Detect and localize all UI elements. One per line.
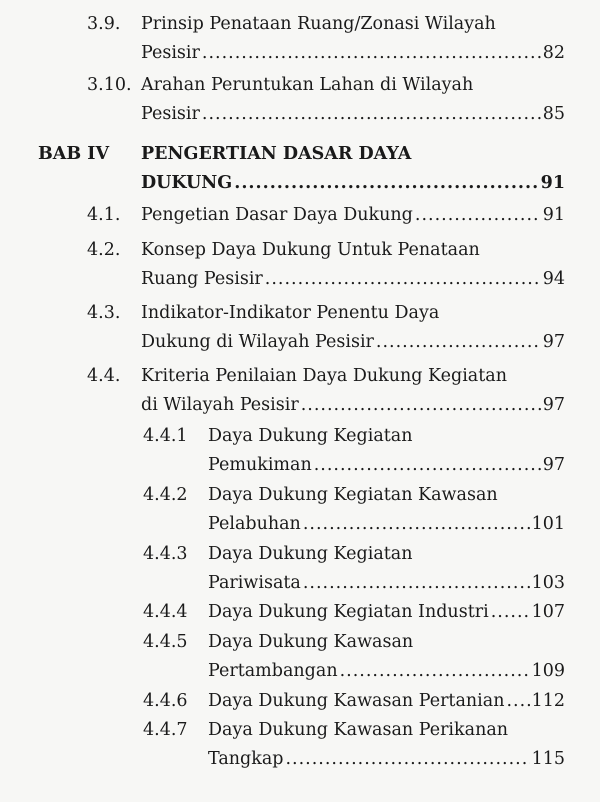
toc-leader-line (141, 328, 565, 357)
toc-number: 4.4.4 (143, 602, 188, 622)
toc-page-number: 107 (531, 602, 565, 622)
dot-leader (415, 201, 541, 230)
toc-leader-line (208, 598, 565, 627)
toc-number: 4.4.1 (143, 426, 188, 446)
toc-title-line1: Arahan Peruntukan Lahan di Wilayah (141, 75, 474, 95)
toc-page-number: 91 (540, 173, 565, 193)
toc-leader-line (141, 391, 565, 420)
dot-leader (491, 598, 530, 627)
toc-page-number: 97 (542, 332, 565, 352)
toc-page-number: 115 (531, 749, 565, 769)
dot-leader (303, 510, 530, 539)
toc-title-line1: Konsep Daya Dukung Untuk Penataan (141, 240, 480, 260)
toc-page-number: 109 (531, 661, 565, 681)
toc-leader-line (208, 569, 565, 598)
toc-leader-line (141, 169, 565, 198)
toc-entry-4-3[interactable] (0, 299, 600, 359)
toc-number: 4.4.6 (143, 691, 188, 711)
toc-title-line1: Daya Dukung Kawasan (208, 632, 414, 652)
toc-title: Daya Dukung Kawasan Pertanian (208, 691, 505, 711)
dot-leader (202, 39, 541, 68)
toc-entry-4-4-7[interactable] (0, 716, 600, 776)
toc-number: 4.4.3 (143, 544, 188, 564)
toc-title-line2: Pariwisata (208, 573, 301, 593)
chapter-title-line2: DUKUNG (141, 173, 233, 193)
toc-title-line1: Indikator-Indikator Penentu Daya (141, 303, 440, 323)
toc-number: 3.10. (87, 75, 132, 95)
toc-title-line1: Daya Dukung Kegiatan Kawasan (208, 485, 498, 505)
toc-title-line2: Ruang Pesisir (141, 269, 263, 289)
toc-leader-line (208, 687, 565, 716)
toc-title: Daya Dukung Kegiatan Industri (208, 602, 489, 622)
dot-leader (506, 687, 529, 716)
toc-number: 4.4. (87, 366, 121, 386)
dot-leader (265, 265, 541, 294)
toc-number: 4.2. (87, 240, 121, 260)
toc-leader-line (141, 265, 565, 294)
toc-leader-line (208, 510, 565, 539)
toc-page-number: 85 (542, 104, 565, 124)
dot-leader (376, 328, 541, 357)
toc-entry-4-4-2[interactable] (0, 481, 600, 541)
toc-title-line2: di Wilayah Pesisir (141, 395, 299, 415)
toc-entry-3-10[interactable] (0, 71, 600, 131)
toc-entry-4-1[interactable] (0, 201, 600, 231)
dot-leader (340, 657, 530, 686)
toc-number: 4.4.2 (143, 485, 188, 505)
toc-chapter-bab-iv[interactable] (0, 140, 600, 200)
dot-leader (234, 169, 538, 198)
toc-title: Pengetian Dasar Daya Dukung (141, 205, 413, 225)
toc-page-number: 103 (531, 573, 565, 593)
toc-title-line1: Daya Dukung Kawasan Perikanan (208, 720, 509, 740)
toc-page-number: 91 (542, 205, 565, 225)
toc-leader-line (208, 657, 565, 686)
toc-number: 4.4.5 (143, 632, 188, 652)
toc-page-number: 97 (542, 395, 565, 415)
toc-title-line1: Daya Dukung Kegiatan (208, 544, 413, 564)
toc-leader-line (141, 100, 565, 129)
toc-entry-4-4[interactable] (0, 362, 600, 422)
toc-page-number: 82 (542, 43, 565, 63)
toc-title-line2: Pelabuhan (208, 514, 301, 534)
toc-entry-4-4-6[interactable] (0, 687, 600, 717)
toc-entry-4-4-3[interactable] (0, 540, 600, 600)
toc-entry-4-4-1[interactable] (0, 422, 600, 482)
dot-leader (314, 451, 541, 480)
toc-title-line2: Pertambangan (208, 661, 338, 681)
toc-title-line2: Pesisir (141, 104, 200, 124)
toc-entry-4-2[interactable] (0, 236, 600, 296)
chapter-title-line1: PENGERTIAN DASAR DAYA (141, 144, 412, 164)
toc-title-line1: Daya Dukung Kegiatan (208, 426, 413, 446)
dot-leader (303, 569, 530, 598)
toc-page-number: 101 (531, 514, 565, 534)
toc-page-number: 112 (531, 691, 565, 711)
toc-number: 4.4.7 (143, 720, 188, 740)
toc-leader-line (208, 745, 565, 774)
toc-leader-line (208, 451, 565, 480)
toc-page-number: 94 (542, 269, 565, 289)
toc-entry-4-4-5[interactable] (0, 628, 600, 688)
toc-number: 4.3. (87, 303, 121, 323)
toc-title-line2: Pemukiman (208, 455, 312, 475)
dot-leader (202, 100, 541, 129)
chapter-label: BAB IV (38, 144, 110, 164)
toc-page-number: 97 (542, 455, 565, 475)
dot-leader (285, 745, 529, 774)
toc-entry-4-4-4[interactable] (0, 598, 600, 628)
toc-number: 4.1. (87, 205, 121, 225)
toc-title-line1: Prinsip Penataan Ruang/Zonasi Wilayah (141, 14, 496, 34)
toc-leader-line (141, 201, 565, 230)
toc-title-line1: Kriteria Penilaian Daya Dukung Kegiatan (141, 366, 507, 386)
dot-leader (301, 391, 541, 420)
toc-title-line2: Tangkap (208, 749, 284, 769)
toc-leader-line (141, 39, 565, 68)
toc-title-line2: Pesisir (141, 43, 200, 63)
toc-number: 3.9. (87, 14, 121, 34)
toc-entry-3-9[interactable] (0, 10, 600, 70)
toc-title-line2: Dukung di Wilayah Pesisir (141, 332, 374, 352)
